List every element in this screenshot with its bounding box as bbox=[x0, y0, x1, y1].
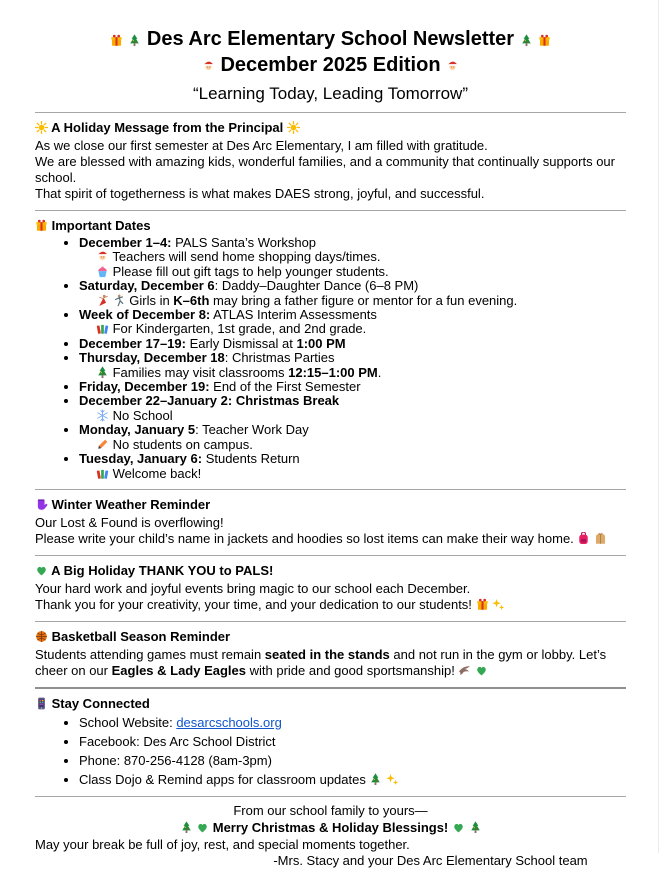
text-run: Phone: 870-256-4128 (8am-3pm) bbox=[79, 752, 272, 768]
contact-item-text bbox=[79, 715, 626, 731]
date-item bbox=[79, 452, 626, 481]
sparkles-icon bbox=[386, 773, 399, 786]
text-run: Eagles & Lady Eagles bbox=[111, 662, 247, 678]
snowflake-icon bbox=[96, 409, 109, 422]
books-icon bbox=[96, 322, 109, 335]
date-item bbox=[79, 380, 626, 394]
date-item bbox=[79, 337, 626, 351]
text-run: That spirit of togetherness is what makes DAES strong, joyful, and successful. bbox=[35, 186, 485, 201]
date-item-subnotes bbox=[79, 250, 626, 279]
sub-note bbox=[79, 294, 626, 308]
text-run: Teachers will send home shopping days/times. bbox=[109, 249, 381, 265]
text-run: Facebook: Des Arc School District bbox=[79, 733, 276, 749]
newsletter-header bbox=[35, 26, 626, 104]
date-item bbox=[79, 279, 626, 308]
date-item bbox=[79, 423, 626, 452]
date-item-text bbox=[79, 236, 626, 250]
text-run: Des Arc Elementary School Newsletter bbox=[141, 28, 520, 50]
section-important-dates bbox=[35, 217, 626, 481]
contact-item bbox=[79, 753, 626, 769]
text-run: Monday, January 5 bbox=[79, 422, 196, 438]
stay-connected-list bbox=[35, 715, 626, 788]
santa-icon bbox=[446, 60, 459, 73]
text-run: Please fill out gift tags to help younger students. bbox=[109, 263, 389, 279]
contact-item bbox=[79, 715, 626, 731]
date-item-subnotes bbox=[79, 409, 626, 423]
text-run: Merry Christmas & Holiday Blessings! bbox=[209, 819, 452, 835]
text-run: Please write your child’s name in jackets and hoodies so lost items can make their way home. bbox=[35, 530, 578, 546]
text-run: Your hard work and joyful events bring magic to our school each December. bbox=[35, 580, 471, 596]
date-item-text bbox=[79, 351, 626, 365]
text-run: December 1–4: bbox=[79, 235, 172, 250]
text-run: and not run in the gym or lobby. Let’s cheer on our bbox=[35, 646, 607, 678]
date-item bbox=[79, 236, 626, 279]
contact-item bbox=[79, 734, 626, 750]
text-run: K–6th bbox=[173, 292, 210, 308]
section-divider bbox=[35, 621, 626, 622]
sun-icon bbox=[287, 121, 300, 134]
woman-dancing-icon bbox=[96, 294, 109, 307]
gift-icon bbox=[476, 598, 489, 611]
winter-weather-body bbox=[35, 515, 626, 547]
text-run: As we close our first semester at Des Arc Elementary, I am filled with gratitude. bbox=[35, 138, 488, 153]
text-run: December 17–19: bbox=[79, 335, 186, 351]
date-item-text bbox=[79, 423, 626, 437]
sub-note bbox=[79, 250, 626, 264]
message-line bbox=[35, 138, 626, 154]
text-run: : Daddy–Daughter Dance (6–8 PM) bbox=[214, 278, 419, 294]
sub-note bbox=[79, 322, 626, 336]
sun-icon bbox=[35, 121, 48, 134]
section-divider bbox=[35, 687, 626, 689]
date-item-text bbox=[79, 337, 626, 351]
contact-item bbox=[79, 772, 626, 788]
christmas-tree-icon bbox=[469, 821, 482, 834]
footer-greeting: From our school family to yours— bbox=[233, 802, 428, 818]
message-line bbox=[35, 515, 626, 531]
christmas-tree-icon bbox=[520, 34, 533, 47]
message-line bbox=[35, 597, 626, 613]
gift-icon bbox=[110, 34, 123, 47]
christmas-tree-icon bbox=[128, 34, 141, 47]
backpack-icon bbox=[577, 532, 590, 545]
text-run: Girls in bbox=[125, 292, 174, 308]
christmas-tree-icon bbox=[96, 366, 109, 379]
section-divider bbox=[35, 796, 626, 797]
text-run: Welcome back! bbox=[109, 465, 202, 481]
message-line bbox=[35, 531, 626, 547]
text-run: Important Dates bbox=[48, 218, 151, 233]
footer-signature: -Mrs. Stacy and your Des Arc Elementary School team bbox=[273, 852, 588, 868]
gloves-icon bbox=[35, 498, 48, 511]
section-winter-weather bbox=[35, 496, 626, 547]
christmas-tree-icon bbox=[369, 773, 382, 786]
christmas-tree-icon bbox=[180, 821, 193, 834]
coat-icon bbox=[594, 532, 607, 545]
text-run: Winter Weather Reminder bbox=[48, 496, 211, 512]
principal-message-heading bbox=[35, 119, 626, 136]
text-run: 12:15–1:00 PM bbox=[288, 364, 378, 380]
text-run: Stay Connected bbox=[48, 695, 150, 711]
section-principal-message bbox=[35, 119, 626, 202]
books-icon bbox=[96, 467, 109, 480]
sub-note bbox=[79, 467, 626, 481]
text-run: Students attending games must remain bbox=[35, 646, 265, 662]
green-heart-icon bbox=[35, 564, 48, 577]
date-item-text bbox=[79, 380, 626, 394]
pals-thank-you-body bbox=[35, 581, 626, 613]
man-dancing-icon bbox=[113, 294, 126, 307]
text-run: : Teacher Work Day bbox=[195, 422, 309, 438]
footer-wish: May your break be full of joy, rest, and special moments together. bbox=[35, 836, 410, 852]
text-run: Thursday, December 18 bbox=[79, 350, 225, 366]
text-run: Thank you for your creativity, your time, and your dedication to our students! bbox=[35, 596, 476, 612]
text-run: PALS Santa’s Workshop bbox=[171, 235, 317, 250]
green-heart-icon bbox=[475, 664, 488, 677]
date-item-text bbox=[79, 394, 626, 408]
text-run: A Big Holiday THANK YOU to PALS! bbox=[48, 562, 274, 578]
text-run: Saturday, December 6 bbox=[79, 278, 215, 294]
text-run: We are blessed with amazing kids, wonderful families, and a community that continually supports our school. bbox=[35, 154, 615, 185]
gift-icon bbox=[538, 34, 551, 47]
message-line bbox=[35, 186, 626, 202]
contact-item-text bbox=[79, 734, 626, 750]
text-run: No School bbox=[109, 407, 173, 423]
date-item-text bbox=[79, 452, 626, 466]
sub-note bbox=[79, 366, 626, 380]
date-item-subnotes bbox=[79, 322, 626, 336]
newsletter-title bbox=[35, 26, 626, 52]
section-stay-connected bbox=[35, 695, 626, 788]
date-item-subnotes bbox=[79, 366, 626, 380]
text-run: Tuesday, January 6: bbox=[79, 451, 203, 467]
contact-item-text bbox=[79, 753, 626, 769]
message-line bbox=[35, 154, 626, 186]
text-run: Class Dojo & Remind apps for classroom updates bbox=[79, 771, 370, 787]
sub-note bbox=[79, 265, 626, 279]
website-link[interactable]: desarcschools.org bbox=[176, 714, 282, 730]
date-item bbox=[79, 308, 626, 337]
green-heart-icon bbox=[196, 821, 209, 834]
text-run: End of the First Semester bbox=[209, 379, 361, 395]
important-dates-heading bbox=[35, 217, 626, 234]
cupcake-icon bbox=[96, 265, 109, 278]
winter-weather-heading bbox=[35, 496, 626, 513]
basketball-icon bbox=[35, 630, 48, 643]
text-run: 1:00 PM bbox=[296, 335, 346, 351]
footer-blessings bbox=[35, 820, 626, 836]
section-pals-thank-you bbox=[35, 562, 626, 613]
contact-item-text bbox=[79, 772, 626, 788]
gift-icon bbox=[35, 219, 48, 232]
text-run: . bbox=[377, 364, 382, 380]
mobile-phone-icon bbox=[35, 697, 48, 710]
text-run: Friday, December 19: bbox=[79, 379, 210, 395]
pals-thank-you-heading bbox=[35, 562, 626, 579]
text-run: Families may visit classrooms bbox=[109, 364, 289, 380]
date-item bbox=[79, 394, 626, 423]
text-run: Week of December 8: bbox=[79, 307, 211, 323]
date-item-subnotes bbox=[79, 438, 626, 452]
text-run: No students on campus. bbox=[109, 436, 253, 452]
basketball-reminder-body bbox=[35, 647, 626, 679]
text-run: A Holiday Message from the Principal bbox=[48, 120, 287, 135]
text-run: December 2025 Edition bbox=[214, 54, 447, 76]
text-run: : Christmas Parties bbox=[224, 350, 335, 366]
text-run: seated in the stands bbox=[264, 646, 390, 662]
santa-icon bbox=[202, 60, 215, 73]
santa-icon bbox=[96, 250, 109, 263]
message-line bbox=[35, 581, 626, 597]
sparkles-icon bbox=[492, 598, 505, 611]
section-divider bbox=[35, 112, 626, 113]
text-run: Students Return bbox=[202, 451, 300, 467]
text-run: may bring a father figure or mentor for a fun evening. bbox=[209, 292, 518, 308]
date-item-text bbox=[79, 308, 626, 322]
sub-note bbox=[79, 409, 626, 423]
text-run: Early Dismissal at bbox=[185, 335, 297, 351]
date-item-subnotes bbox=[79, 294, 626, 308]
pencil-icon bbox=[96, 438, 109, 451]
text-run: Basketball Season Reminder bbox=[48, 628, 231, 644]
date-item bbox=[79, 351, 626, 380]
date-item-text bbox=[79, 279, 626, 293]
section-divider bbox=[35, 489, 626, 490]
green-heart-icon bbox=[452, 821, 465, 834]
sub-note bbox=[79, 438, 626, 452]
newsletter-tagline: “Learning Today, Leading Tomorrow” bbox=[193, 84, 468, 103]
text-run: with pride and good sportsmanship! bbox=[246, 662, 459, 678]
text-run: For Kindergarten, 1st grade, and 2nd grade. bbox=[109, 321, 367, 337]
basketball-reminder-heading bbox=[35, 628, 626, 645]
stay-connected-heading bbox=[35, 695, 626, 712]
text-run: ATLAS Interim Assessments bbox=[210, 307, 377, 323]
section-divider bbox=[35, 210, 626, 211]
text-run: Our Lost & Found is overflowing! bbox=[35, 514, 224, 530]
newsletter-edition bbox=[35, 52, 626, 78]
eagle-icon bbox=[458, 664, 471, 677]
section-divider bbox=[35, 555, 626, 556]
text-run: School Website: bbox=[79, 714, 177, 730]
important-dates-list bbox=[35, 236, 626, 481]
text-run: December 22–January 2: Christmas Break bbox=[79, 393, 340, 409]
newsletter-footer bbox=[35, 803, 626, 869]
section-basketball-reminder bbox=[35, 628, 626, 679]
principal-message-body bbox=[35, 138, 626, 202]
date-item-subnotes bbox=[79, 467, 626, 481]
